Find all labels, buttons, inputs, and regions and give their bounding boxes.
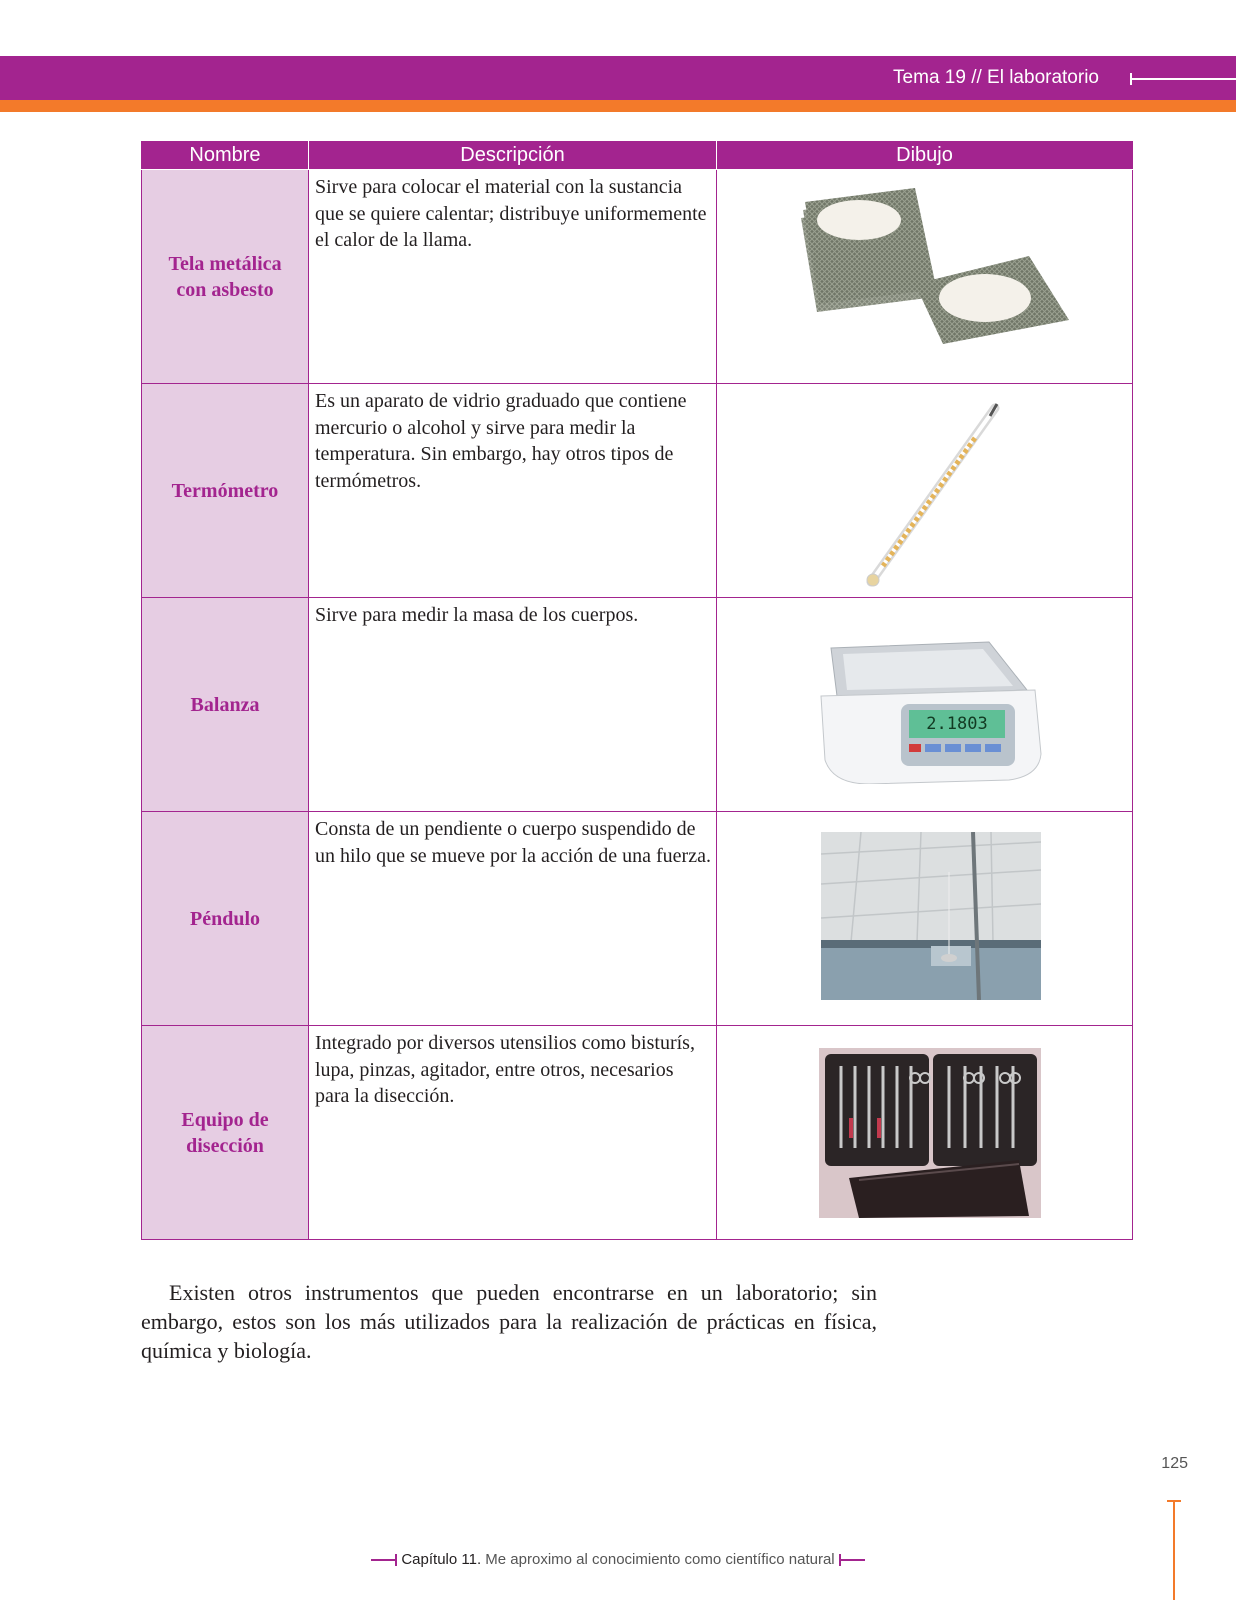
scale-display-value: 2.1803	[926, 714, 988, 734]
page-number: 125	[1161, 1455, 1188, 1472]
footer-chapter-title: Me aproximo al conocimiento como científico natural	[485, 1551, 835, 1568]
instrument-drawing-cell	[717, 1026, 1133, 1240]
instrument-drawing-cell	[717, 598, 1133, 812]
table-row	[142, 384, 1133, 598]
instrument-description: Consta de un pendiente o cuerpo suspendido de un hilo que se mueve por la acción de una fuerza.	[309, 812, 717, 1026]
instrument-description: Sirve para colocar el material con la sustancia que se quiere calentar; distribuye uniformemente el calor de la llama.	[309, 170, 717, 384]
header-dibujo: Dibujo	[717, 142, 1133, 170]
page-header-title: Tema 19 // El laboratorio	[893, 67, 1099, 88]
table-row	[142, 170, 1133, 384]
table-row	[142, 812, 1133, 1026]
page-footer	[0, 1551, 1236, 1568]
footer-bar-left	[371, 1559, 397, 1561]
footer-chapter: Capítulo 11.	[401, 1551, 482, 1568]
instruments-table	[141, 141, 1133, 1240]
thermometer-photo	[857, 402, 1007, 592]
instrument-drawing-cell	[717, 170, 1133, 384]
header-descripcion: Descripción	[309, 142, 717, 170]
table-row	[142, 1026, 1133, 1240]
pendulum-photo	[821, 832, 1041, 1000]
dissection-kit-photo	[819, 1048, 1041, 1218]
instrument-description: Integrado por diversos utensilios como bisturís, lupa, pinzas, agitador, entre otros, necesarios para la disección.	[309, 1026, 717, 1240]
digital-scale-photo	[813, 634, 1045, 784]
table-header-row	[142, 142, 1133, 170]
wire-gauze-photo	[797, 184, 1077, 344]
instrument-drawing-cell	[717, 384, 1133, 598]
header-nombre: Nombre	[142, 142, 309, 170]
header-line	[1130, 78, 1236, 80]
instrument-description: Sirve para medir la masa de los cuerpos.	[309, 598, 717, 812]
instrument-drawing-cell	[717, 812, 1133, 1026]
instrument-name: Tela metálica con asbesto	[142, 170, 309, 384]
closing-paragraph: Existen otros instrumentos que pueden encontrarse en un laboratorio; sin embargo, estos son los más utilizados para la realización de prácticas en física, química y biología.	[141, 1280, 877, 1363]
instrument-name: Balanza	[142, 598, 309, 812]
side-line	[1173, 1500, 1175, 1600]
table-row	[142, 598, 1133, 812]
instrument-name: Equipo de disección	[142, 1026, 309, 1240]
instrument-description: Es un aparato de vidrio graduado que contiene mercurio o alcohol y sirve para medir la temperatura. Sin embargo, hay otros tipos de termómetros.	[309, 384, 717, 598]
instrument-name: Termómetro	[142, 384, 309, 598]
footer-bar-right	[839, 1559, 865, 1561]
instrument-name: Péndulo	[142, 812, 309, 1026]
header-accent-band	[0, 100, 1236, 112]
